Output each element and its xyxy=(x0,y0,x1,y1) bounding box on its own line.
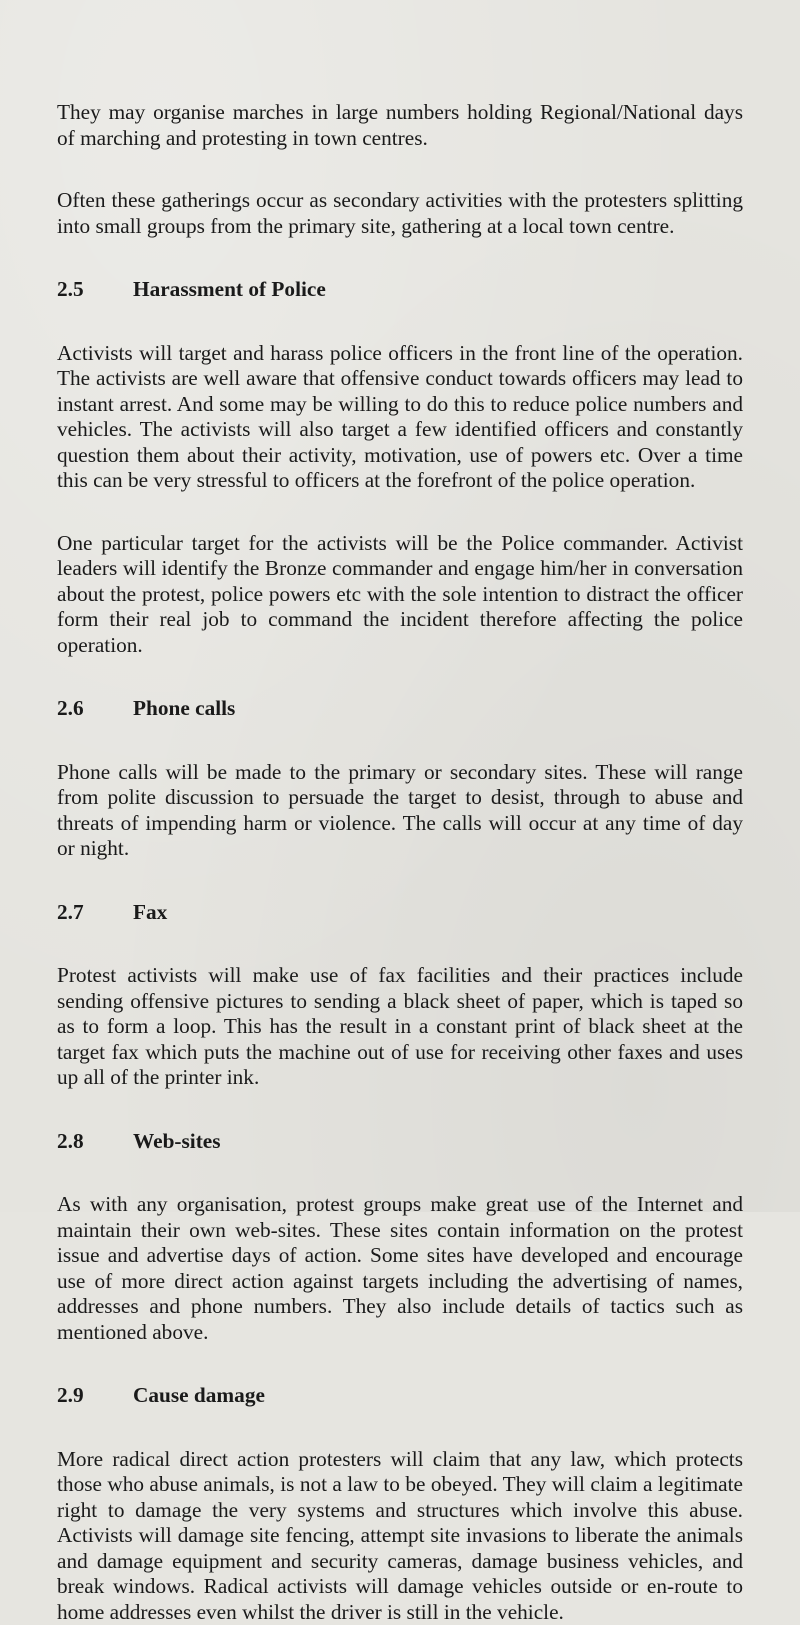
section-number: 2.6 xyxy=(57,696,133,722)
section-heading-2-5 xyxy=(57,277,800,303)
paragraph-phone-calls: Phone calls will be made to the primary or secondary sites. These will range from polite discussion to persuade the target to desist, through to abuse and threats of impending harm or violence. The calls will occur at any time of day or night. xyxy=(57,760,743,862)
section-title: Cause damage xyxy=(133,1383,265,1409)
section-number: 2.5 xyxy=(57,277,133,303)
paragraph-harassment: Activists will target and harass police officers in the front line of the operation. The activists are well aware that offensive conduct towards officers may lead to instant arrest. And some may be willing to do this to reduce police numbers and vehicles. The activists will also target a few identified officers and constantly question them about their activity, motivation, use of powers etc. Over a time this can be very stressful to officers at the forefront of the police operation. xyxy=(57,341,743,494)
paragraph-cause-damage: More radical direct action protesters will claim that any law, which protects those who abuse animals, is not a law to be obeyed. They will claim a legitimate right to damage the very systems and structures which involve this abuse. Activists will damage site fencing, attempt site invasions to liberate the animals and damage equipment and security cameras, damage business vehicles, and break windows. Radical activists will damage vehicles outside or en-route to home addresses even whilst the driver is still in the vehicle. xyxy=(57,1447,743,1625)
paragraph-web-sites: As with any organisation, protest groups make great use of the Internet and maintain their own web-sites. These sites contain information on the protest issue and advertise days of action. Some sites have developed and encourage use of more direct action against targets including the advertising of names, addresses and phone numbers. They also include details of tactics such as mentioned above. xyxy=(57,1192,743,1345)
section-title: Web-sites xyxy=(133,1129,221,1155)
paragraph-marches: They may organise marches in large numbers holding Regional/National days of marching and protesting in town centres. xyxy=(57,100,743,151)
section-heading-2-8 xyxy=(57,1129,800,1155)
section-heading-2-7 xyxy=(57,900,800,926)
section-title: Phone calls xyxy=(133,696,235,722)
section-number: 2.8 xyxy=(57,1129,133,1155)
section-number: 2.7 xyxy=(57,900,133,926)
paragraph-police-commander: One particular target for the activists will be the Police commander. Activist leaders will identify the Bronze commander and engage him/her in conversation about the protest, police powers etc with the sole intention to distract the officer form their real job to command the incident therefore affecting the police operation. xyxy=(57,531,743,659)
paragraph-gatherings: Often these gatherings occur as secondary activities with the protesters splitting into small groups from the primary site, gathering at a local town centre. xyxy=(57,188,743,239)
section-title: Fax xyxy=(133,900,167,926)
section-heading-2-9 xyxy=(57,1383,800,1409)
section-number: 2.9 xyxy=(57,1383,133,1409)
section-title: Harassment of Police xyxy=(133,277,326,303)
section-heading-2-6 xyxy=(57,696,800,722)
paragraph-fax: Protest activists will make use of fax facilities and their practices include sending offensive pictures to sending a black sheet of paper, which is taped so as to form a loop. This has the result in a constant print of black sheet at the target fax which puts the machine out of use for receiving other faxes and uses up all of the printer ink. xyxy=(57,963,743,1091)
